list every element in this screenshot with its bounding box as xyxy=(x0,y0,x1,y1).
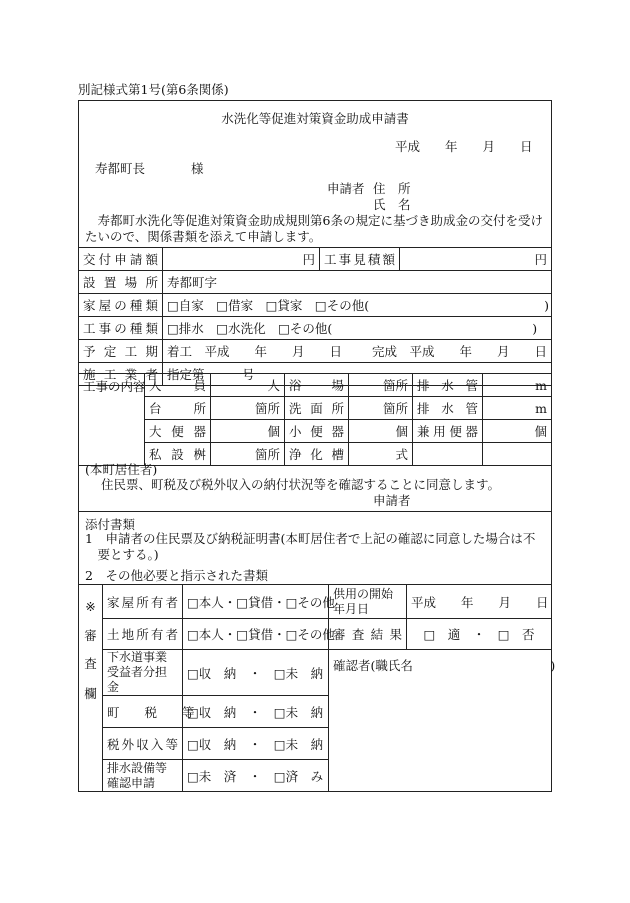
start-date-label: 供用の開始年月日 xyxy=(329,585,407,619)
work-item-unit: 箇所 xyxy=(211,443,285,466)
work-item-label: 台 所 xyxy=(145,397,211,420)
resident-heading: (本町居住者) xyxy=(85,462,158,477)
work-item-label: 私設桝 xyxy=(145,443,211,466)
house-type-label: 家屋の種類 xyxy=(79,294,163,317)
drain-options[interactable]: □未 済 ・ □済 み xyxy=(183,760,329,792)
work-content-row xyxy=(79,420,552,443)
work-type-options[interactable]: □排水 □水洗化 □その他( ) xyxy=(163,317,552,340)
review-result-options[interactable]: □ 適 ・ □ 否 xyxy=(407,619,552,650)
review-side-bottom xyxy=(79,650,103,792)
form-title: 水洗化等促進対策資金助成申請書 xyxy=(221,111,409,126)
work-item-unit: m xyxy=(483,374,552,397)
nontax-options[interactable]: □収 納 ・ □未 納 xyxy=(183,728,329,760)
addressee: 寿都町長 xyxy=(95,161,146,176)
work-item-unit: 個 xyxy=(483,420,552,443)
start-date-value: 平成 年 月 日 xyxy=(407,585,552,619)
work-item-unit: 個 xyxy=(211,420,285,443)
work-item-unit: 人 xyxy=(211,374,285,397)
work-item-label: 小便器 xyxy=(285,420,349,443)
nontax-label: 税外収入等 xyxy=(103,728,183,760)
work-item-unit: 個 xyxy=(349,420,413,443)
contractor-value: 指定第 号 xyxy=(163,363,552,386)
date-line: 平成 年 月 日 xyxy=(395,139,533,154)
grant-amount-label: 交付申請額 xyxy=(79,248,163,271)
work-item-unit: 箇所 xyxy=(349,374,413,397)
work-item-label: 排水管 xyxy=(413,397,483,420)
attachment-item-1: 1 申請者の住民票及び納税証明書(本町居住者で上記の確認に同意した場合は不要とする。) xyxy=(85,531,536,562)
work-item-label: 浄化槽 xyxy=(285,443,349,466)
land-owner-label: 土地所有者 xyxy=(103,619,183,650)
resident-applicant: 申請者 xyxy=(373,493,411,508)
review-side-char-1: 審 xyxy=(84,627,97,643)
land-owner-options[interactable]: □本人・□貸借・□その他 xyxy=(183,619,329,650)
review-side-top xyxy=(79,585,103,650)
contractor-label: 施工業者 xyxy=(79,363,163,386)
house-type-options[interactable]: □自家 □借家 □貸家 □その他( ) xyxy=(163,294,552,317)
sewer-options[interactable]: □収 納 ・ □未 納 xyxy=(183,650,329,696)
confirmer: 確認者(職氏名 ) xyxy=(333,658,556,673)
location-value: 寿都町字 xyxy=(163,271,552,294)
attachments-section xyxy=(78,511,552,585)
town-tax-label: 町 税 等 xyxy=(103,696,183,728)
work-content-row xyxy=(79,374,552,397)
confirmer-cell xyxy=(329,650,556,792)
town-tax-options[interactable]: □収 納 ・ □未 納 xyxy=(183,696,329,728)
work-content-row xyxy=(79,397,552,420)
work-item-unit: m xyxy=(483,397,552,420)
work-item-label: 兼用便器 xyxy=(413,420,483,443)
header-box xyxy=(78,100,552,248)
sewer-label: 下水道事業受益者分担金 xyxy=(103,650,183,696)
review-table xyxy=(78,584,556,792)
addressee-honorific: 様 xyxy=(191,161,204,176)
form-label: 別記様式第1号(第6条関係) xyxy=(78,82,229,97)
work-type-label: 工事の種類 xyxy=(79,317,163,340)
schedule-start: 着工 平成 年 月 日 xyxy=(167,344,343,359)
work-item-label: 排水管 xyxy=(413,374,483,397)
drain-label: 排水設備等確認申請 xyxy=(103,760,183,792)
estimate-label: 工事見積額 xyxy=(320,248,400,271)
house-owner-label: 家屋所有者 xyxy=(103,585,183,619)
work-item-label: 大便器 xyxy=(145,420,211,443)
review-side-char-3: 欄 xyxy=(84,685,97,701)
review-mark: ※ xyxy=(85,598,96,614)
schedule-value xyxy=(163,340,552,363)
resident-consent: 住民票、町税及び税外収入の納付状況等を確認することに同意します。 xyxy=(101,477,501,492)
attachment-item-2: 2 その他必要と指示された書類 xyxy=(85,568,268,583)
schedule-label: 予定工期 xyxy=(79,340,163,363)
grant-amount-row xyxy=(79,248,552,271)
review-result-label: 審査結果 xyxy=(329,619,407,650)
applicant-label: 申請者 xyxy=(327,181,365,196)
resident-section xyxy=(78,456,552,512)
house-owner-options[interactable]: □本人・□貸借・□その他 xyxy=(183,585,329,619)
location-label: 設置場所 xyxy=(79,271,163,294)
work-item-label: 人 員 xyxy=(145,374,211,397)
statement: 寿都町水洗化等促進対策資金助成規則第6条の規定に基づき助成金の交付を受けたいので、関係書類を添えて申請します。 xyxy=(85,213,543,244)
grant-amount-unit: 円 xyxy=(163,248,320,271)
work-content-label: 工事の内容 xyxy=(79,374,145,466)
work-item-unit: 箇所 xyxy=(211,397,285,420)
schedule-end: 完成 平成 年 月 日 xyxy=(371,344,547,359)
attachments-heading: 添付書類 xyxy=(85,517,136,532)
work-item-label: 浴 場 xyxy=(285,374,349,397)
work-content-table xyxy=(78,373,552,466)
address-label: 住 所 xyxy=(373,181,411,196)
info-table xyxy=(78,247,552,386)
estimate-unit: 円 xyxy=(400,248,552,271)
work-item-unit: 箇所 xyxy=(349,397,413,420)
work-item-label: 洗面所 xyxy=(285,397,349,420)
work-item-unit: 式 xyxy=(349,443,413,466)
name-label: 氏 名 xyxy=(373,197,411,212)
review-side-char-2: 査 xyxy=(84,655,97,671)
